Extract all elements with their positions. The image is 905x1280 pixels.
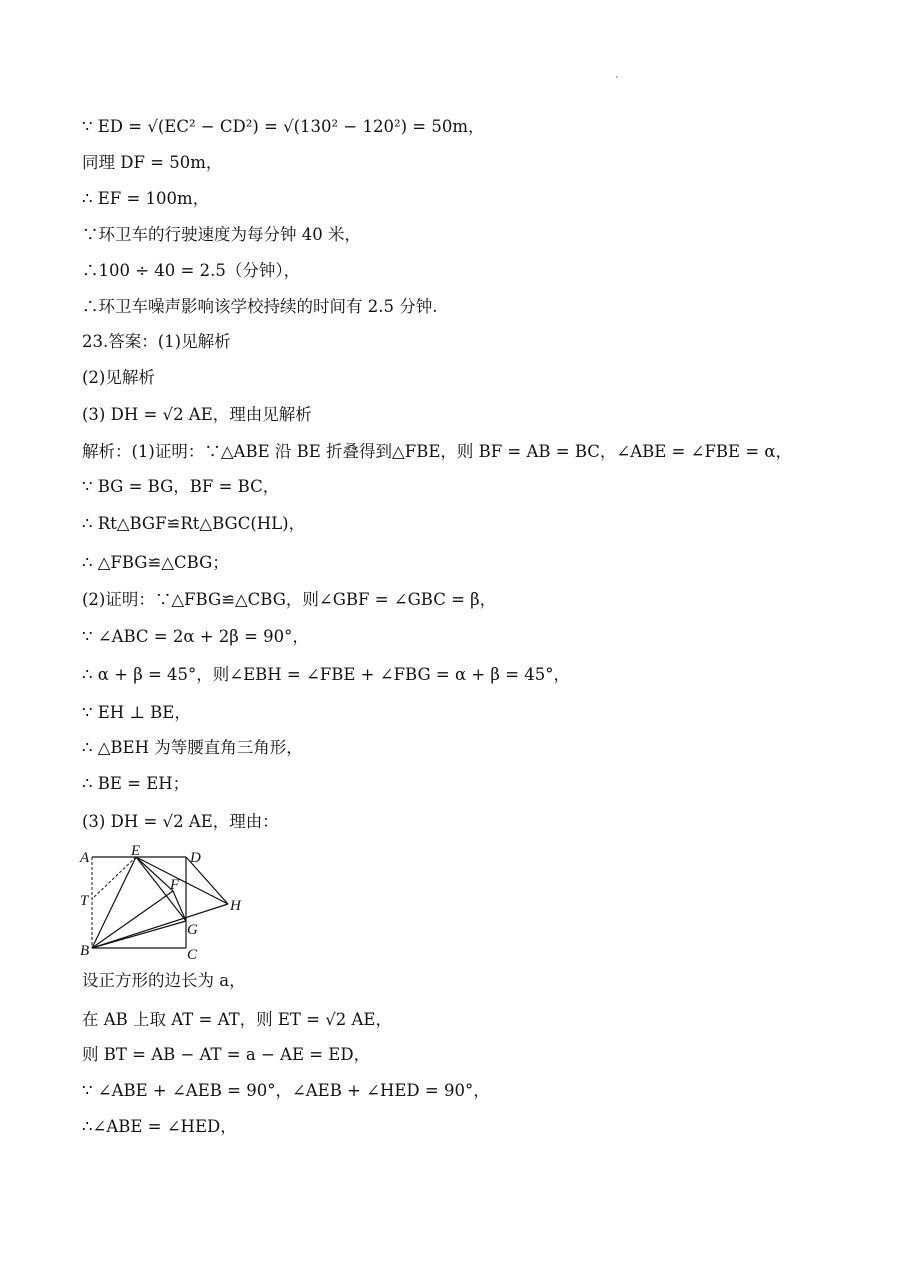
label-T: T: [80, 893, 89, 909]
text-line: 23.答案：(1)见解析: [82, 332, 231, 351]
text-line: ∵ ED = √(EC² − CD²) = √(130² − 120²) = 50m，: [82, 117, 485, 136]
text-line: ∴ EF = 100m，: [82, 189, 210, 208]
text-line: ∴环卫车噪声影响该学校持续的时间有 2.5 分钟.: [82, 297, 438, 316]
text-line: ∵ ∠ABE + ∠AEB = 90°，∠AEB + ∠HED = 90°，: [82, 1081, 490, 1100]
text-line: ∵环卫车的行驶速度为每分钟 40 米，: [82, 225, 361, 244]
text-line: ∴ α + β = 45°，则∠EBH = ∠FBE + ∠FBG = α + β = 45°，: [82, 665, 571, 684]
text-line: 则 BT = AB − AT = a − AE = ED，: [82, 1045, 371, 1064]
label-G: G: [187, 922, 198, 938]
text-line: ∵ ∠ABC = 2α + 2β = 90°，: [82, 627, 309, 646]
label-H: H: [230, 898, 241, 914]
segment-BH: [92, 904, 228, 948]
text-line: ∴ BE = EH；: [82, 774, 190, 793]
scan-speck: [616, 76, 618, 78]
label-B: B: [80, 943, 90, 959]
label-D: D: [190, 850, 201, 866]
segment-BF: [92, 891, 173, 948]
segment-EH: [136, 857, 228, 904]
label-F: F: [170, 877, 180, 893]
text-line: 在 AB 上取 AT = AT，则 ET = √2 AE，: [82, 1010, 392, 1029]
text-line: (3) DH = √2 AE，理由：: [82, 812, 279, 831]
text-line: ∴ △FBG≌△CBG；: [82, 553, 229, 572]
text-line: ∴ Rt△BGF≌Rt△BGC(HL)，: [82, 514, 306, 533]
text-line: (3) DH = √2 AE，理由见解析: [82, 405, 312, 424]
label-E: E: [131, 843, 141, 859]
text-line: ∵ EH ⊥ BE，: [82, 703, 191, 722]
segment-BE: [92, 857, 136, 948]
segment-EF: [136, 857, 173, 891]
text-line: 设正方形的边长为 a，: [82, 971, 246, 990]
text-line: ∴100 ÷ 40 = 2.5（分钟），: [82, 261, 301, 280]
text-line: ∴ △BEH 为等腰直角三角形，: [82, 738, 303, 757]
text-line: (2)见解析: [82, 368, 155, 387]
label-C: C: [187, 947, 198, 963]
segment-ET-dashed: [92, 857, 136, 899]
text-line: 同理 DF = 50m，: [82, 153, 223, 172]
text-line: ∵ BG = BG，BF = BC，: [82, 477, 280, 496]
text-line: (2)证明：∵△FBG≌△CBG，则∠GBF = ∠GBC = β，: [82, 590, 497, 609]
text-line: 解析：(1)证明：∵△ABE 沿 BE 折叠得到△FBE，则 BF = AB = BC，∠ABE = ∠FBE = α，: [82, 442, 793, 461]
text-line: ∴∠ABE = ∠HED，: [82, 1117, 237, 1136]
label-A: A: [80, 850, 90, 866]
geometry-figure: [76, 842, 266, 964]
